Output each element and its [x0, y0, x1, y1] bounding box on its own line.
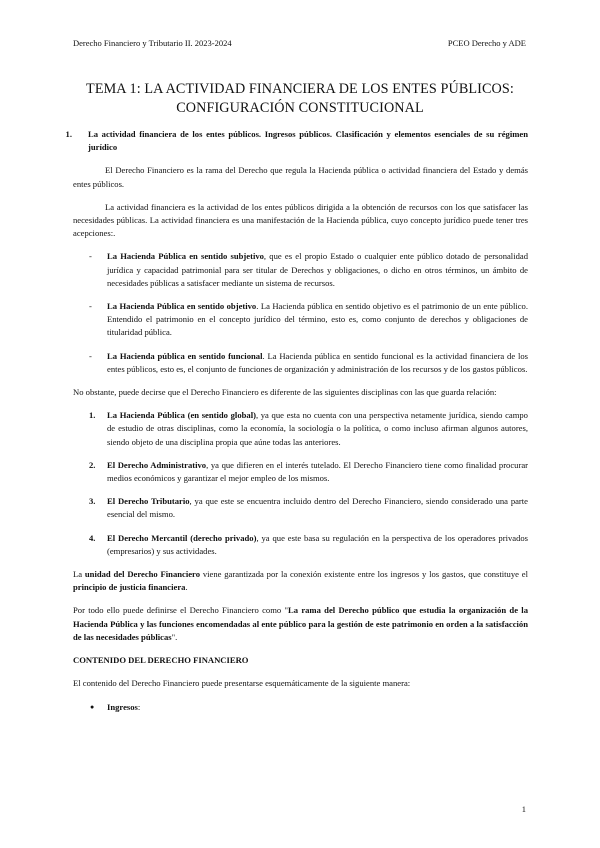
justicia-term: principio de justicia financiera [73, 582, 186, 593]
list-item [73, 532, 528, 558]
list-item-text: : [137, 701, 141, 712]
paragraph-definition: El Derecho Financiero es la rama del Derecho que regula la Hacienda pública o actividad financiera del Estado y demás entes públicos. [73, 165, 528, 189]
list-item-term: El Derecho Mercantil (derecho privado) [107, 532, 257, 543]
list-item-term: Ingresos [107, 701, 138, 712]
list-item-text: , ya que este se encuentra incluido dentro del Derecho Financiero, siendo considerado una parte esencial del mismo. [107, 496, 528, 520]
number-marker: 2. [89, 459, 96, 470]
number-marker: 3. [89, 496, 96, 507]
page-number: 1 [521, 804, 526, 814]
header-course: Derecho Financiero y Tributario II. 2023-2024 [73, 38, 232, 48]
number-marker: 4. [89, 532, 96, 543]
list-item-text: . La Hacienda pública en sentido funcional es la actividad financiera de los entes públicos, esto es, el conjunto de funciones de organización y administración de los recursos y de los gastos públicos. [107, 350, 529, 374]
chapter-title [60, 80, 540, 118]
section-heading [65, 128, 528, 154]
list-item-term: La Hacienda Pública (en sentido global) [107, 410, 256, 421]
unidad-text-3: . [185, 582, 188, 593]
dash-marker: - [89, 350, 92, 361]
list-item [73, 409, 528, 449]
document-body [65, 128, 529, 720]
unidad-term: unidad del Derecho Financiero [84, 569, 200, 580]
list-item-term: El Derecho Tributario [107, 496, 190, 507]
paragraph-unidad [73, 568, 528, 594]
definicion-text-1: Por todo ello puede definirse el Derecho Financiero como " [73, 605, 288, 616]
paragraph-definicion [73, 604, 528, 644]
list-item-text: , ya que este basa su regulación en la perspectiva de los operadores privados (empresarios) y sus actividades. [107, 532, 529, 556]
list-item [73, 701, 528, 714]
header-degree: PCEO Derecho y ADE [447, 38, 526, 48]
list-item [73, 459, 528, 485]
definicion-text-2: ". [171, 631, 178, 642]
unidad-text-1: La [73, 569, 85, 580]
section-heading-text: La actividad financiera de los entes públicos. Ingresos públicos. Clasificación y elementos esenciales de su régimen jurídico [88, 129, 528, 153]
paragraph-disciplinas-intro: No obstante, puede decirse que el Derecho Financiero es diferente de las siguientes disciplinas con las que guarda relación: [73, 387, 497, 398]
list-item-text: . La Hacienda pública en sentido objetivo es el patrimonio de un ente público. Entendido el patrimonio en el concepto jurídico del término, esto es, como conjunto de derechos y obligaciones de titularidad pública. [107, 301, 529, 338]
unidad-text-2: viene garantizada por la conexión existente entre los ingresos y los gastos, que constituye el [200, 569, 528, 580]
chapter-title-line1: TEMA 1: LA ACTIVIDAD FINANCIERA DE LOS ENTES PÚBLICOS: [86, 81, 514, 97]
list-item-term: El Derecho Administrativo [107, 459, 207, 470]
bullet-icon: ● [90, 702, 95, 711]
list-item [73, 495, 528, 521]
definicion-term: La rama del Derecho público que estudia la organización de la Hacienda Pública y las funciones encomendadas al ente público para la gestión de este patrimonio en orden a la satisfacción de las necesidades públicas [73, 605, 528, 642]
paragraph-actividad: La actividad financiera es la actividad de los entes públicos dirigida a la obtención de recursos con los que satisfacer las necesidades públicas. La actividad financiera es una manifestación de la Hacienda pública, cuyo concepto jurídico puede tener tres acepciones:. [73, 201, 528, 239]
list-item-text: , ya que difieren en el interés tutelado. El Derecho Financiero tiene como finalidad procurar medios económicos y garantizar el mejor empleo de los mismos. [107, 459, 528, 484]
acepciones-list [73, 250, 528, 376]
contenido-heading: CONTENIDO DEL DERECHO FINANCIERO [73, 655, 249, 666]
chapter-title-line2: CONFIGURACIÓN CONSTITUCIONAL [176, 100, 424, 116]
list-item-term: La Hacienda Pública en sentido objetivo [107, 301, 257, 312]
disciplinas-list [73, 409, 528, 558]
section-number: 1. [65, 129, 72, 139]
number-marker: 1. [89, 410, 96, 421]
list-item [73, 300, 528, 340]
dash-marker: - [89, 251, 92, 262]
list-item [73, 250, 528, 290]
list-item-text: , que es el propio Estado o cualquier ente público dotado de personalidad jurídica y capacidad patrimonial para ser titular de Derechos y obligaciones, o dicho en otros términos, un ámbito de necesidades públicas a satisfacer mediante un sistema de recursos. [107, 251, 528, 288]
dash-marker: - [89, 301, 92, 312]
list-item-term: La Hacienda Pública en sentido subjetivo [107, 251, 264, 262]
list-item-text: , ya que esta no cuenta con una perspectiva netamente jurídica, siendo campo de estudio de otras disciplinas, como la economía, la sociología o la política, o como incluso afirman algunos autores, siendo objeto de una disciplina propia que aúne todas las anteriores. [107, 410, 528, 447]
paragraph-contenido-intro: El contenido del Derecho Financiero puede presentarse esquemáticamente de la siguiente manera: [73, 678, 411, 689]
list-item-term: La Hacienda pública en sentido funcional [107, 350, 263, 361]
list-item [73, 350, 528, 376]
